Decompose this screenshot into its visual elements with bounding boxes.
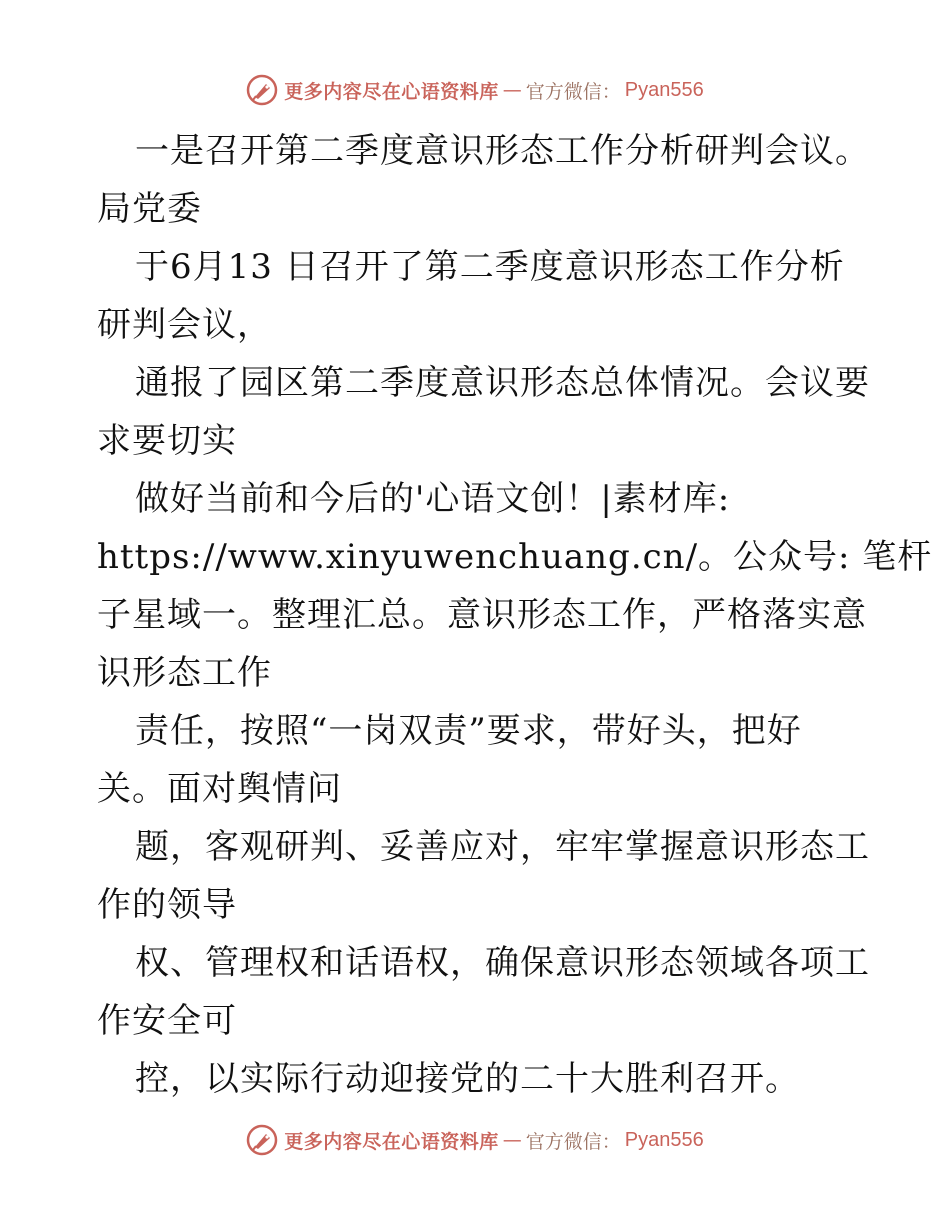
- paragraph-line: 研判会议，: [97, 305, 272, 345]
- paragraph-line: 作的领导: [97, 885, 237, 925]
- banner-slogan: 更多内容尽在心语资料库: [284, 1130, 499, 1153]
- paragraph-line: 权、管理权和话语权，确保意识形态领域各项工: [135, 943, 870, 983]
- paragraph-line: 通报了园区第二季度意识形态总体情况。会议要: [135, 363, 870, 403]
- banner-wechat-label: 官方微信：: [525, 80, 621, 103]
- banner-separator: —: [502, 1129, 522, 1151]
- paragraph-line: 责任，按照“一岗双责”要求，带好头，把好: [135, 711, 802, 751]
- paragraph-line: 子星域一。整理汇总。意识形态工作，严格落实意: [97, 595, 867, 635]
- paragraph-line: 做好当前和今后的'心语文创！|素材库:: [135, 479, 731, 519]
- paragraph-line: 题，客观研判、妥善应对，牢牢掌握意识形态工: [135, 827, 870, 867]
- paragraph-line: 关。面对舆情问: [97, 769, 342, 809]
- paragraph-line: 求要切实: [97, 421, 237, 461]
- banner-wechat-id: Pyan556: [624, 1128, 704, 1151]
- paragraph-line: 局党委: [97, 189, 202, 229]
- footer-banner: [0, 1120, 950, 1160]
- paragraph-line: 识形态工作: [97, 653, 272, 693]
- banner-slogan: 更多内容尽在心语资料库: [284, 80, 499, 103]
- paragraph-line: 控，以实际行动迎接党的二十大胜利召开。: [135, 1059, 800, 1099]
- header-banner: [0, 70, 950, 110]
- banner-wechat-label: 官方微信：: [525, 1130, 621, 1153]
- paragraph-line: 作安全可: [97, 1001, 237, 1041]
- pen-nib-logo-icon: [246, 1124, 278, 1156]
- pen-nib-logo-icon: [246, 74, 278, 106]
- paragraph-line: 于6月13 日召开了第二季度意识形态工作分析: [135, 247, 845, 287]
- document-body: [97, 122, 933, 1108]
- paragraph-line: 一是召开第二季度意识形态工作分析研判会议。: [135, 131, 870, 171]
- banner-separator: —: [502, 79, 522, 101]
- banner-wechat-id: Pyan556: [624, 78, 704, 101]
- paragraph-line-url: https://www.xinyuwenchuang.cn/。公众号: 笔杆: [97, 537, 933, 577]
